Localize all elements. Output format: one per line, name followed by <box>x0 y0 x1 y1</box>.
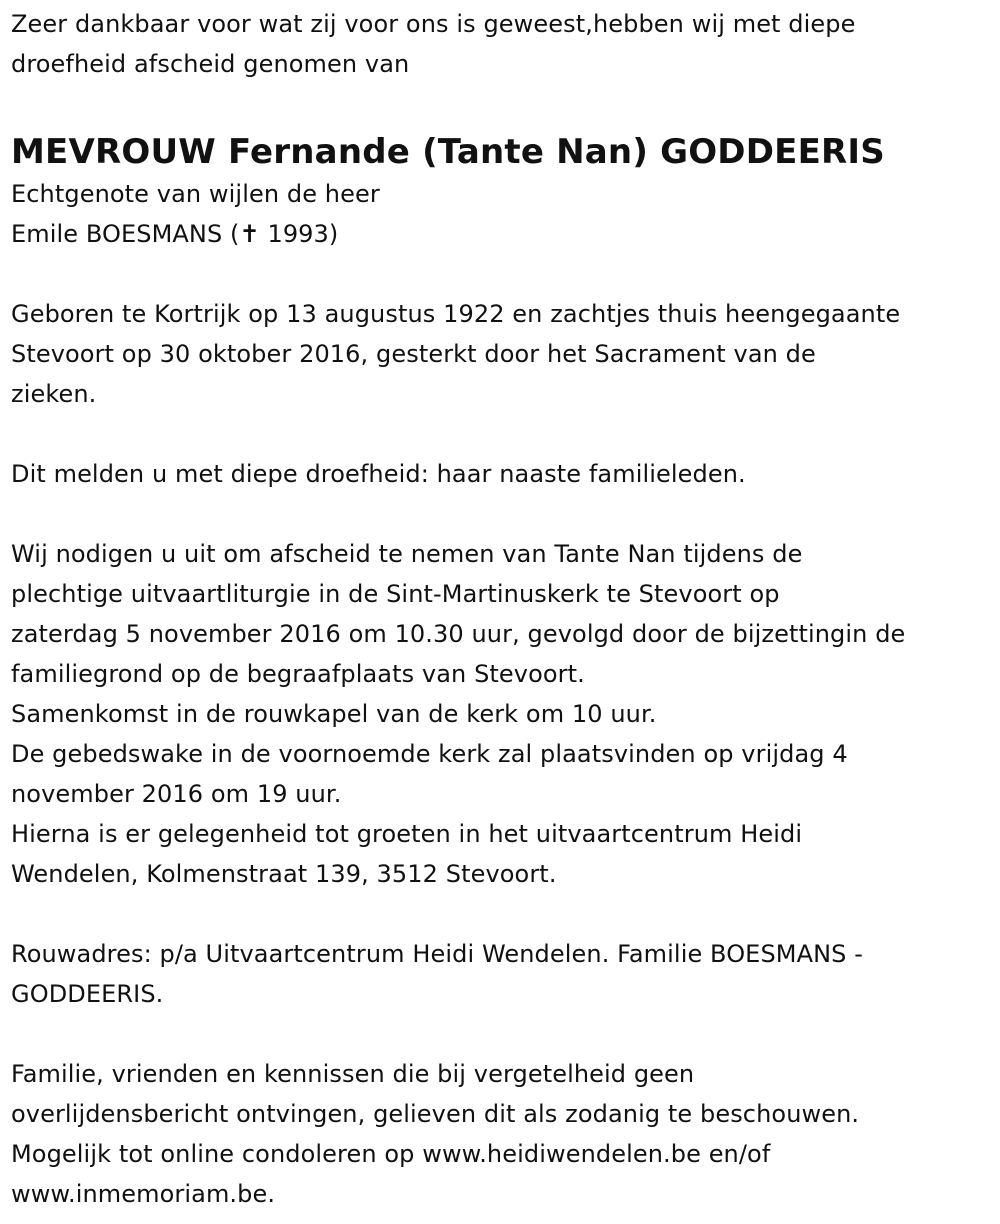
funeral-line: zaterdag 5 november 2016 om 10.30 uur, gevolgd door de bijzettingin de <box>11 620 906 648</box>
spouse-line: Emile BOESMANS (✝ 1993) <box>11 220 339 248</box>
spacer <box>11 84 990 136</box>
spacer <box>11 494 990 534</box>
intro-paragraph <box>11 4 990 84</box>
funeral-line: Samenkomst in de rouwkapel van de kerk om 10 uur. <box>11 700 657 728</box>
closing-paragraph <box>11 1054 990 1214</box>
funeral-line: november 2016 om 19 uur. <box>11 780 342 808</box>
birth-death-paragraph <box>11 294 990 414</box>
intro-line: droefheid afscheid genomen van <box>11 50 410 78</box>
address-line: GODDEERIS. <box>11 980 164 1008</box>
spacer <box>11 1014 990 1054</box>
deceased-block <box>11 130 990 254</box>
funeral-line: plechtige uitvaartliturgie in de Sint-Martinuskerk te Stevoort op <box>11 580 780 608</box>
spacer <box>11 254 990 294</box>
birth-death-line: Stevoort op 30 oktober 2016, gesterkt door het Sacrament van de <box>11 340 816 368</box>
funeral-line: Wij nodigen u uit om afscheid te nemen van Tante Nan tijdens de <box>11 540 803 568</box>
address-paragraph <box>11 934 990 1014</box>
spacer <box>11 414 990 454</box>
closing-line: www.inmemoriam.be. <box>11 1180 276 1208</box>
birth-death-line: Geboren te Kortrijk op 13 augustus 1922 en zachtjes thuis heengegaante <box>11 300 901 328</box>
spacer <box>11 894 990 934</box>
funeral-line: De gebedswake in de voornoemde kerk zal plaatsvinden op vrijdag 4 <box>11 740 848 768</box>
closing-line: overlijdensbericht ontvingen, gelieven dit als zodanig te beschouwen. <box>11 1100 860 1128</box>
funeral-paragraph <box>11 534 990 894</box>
announcement-line: Dit melden u met diepe droefheid: haar naaste familieleden. <box>11 460 746 488</box>
closing-line: Mogelijk tot online condoleren op www.heidiwendelen.be en/of <box>11 1140 771 1168</box>
funeral-line: familiegrond op de begraafplaats van Stevoort. <box>11 660 585 688</box>
spouse-line: Echtgenote van wijlen de heer <box>11 180 380 208</box>
intro-line: Zeer dankbaar voor wat zij voor ons is geweest,hebben wij met diepe <box>11 10 856 38</box>
announcement-paragraph <box>11 454 990 494</box>
deceased-name: MEVROUW Fernande (Tante Nan) GODDEERIS <box>11 132 885 172</box>
birth-death-line: zieken. <box>11 380 97 408</box>
funeral-line: Hierna is er gelegenheid tot groeten in het uitvaartcentrum Heidi <box>11 820 803 848</box>
closing-line: Familie, vrienden en kennissen die bij vergetelheid geen <box>11 1060 695 1088</box>
funeral-line: Wendelen, Kolmenstraat 139, 3512 Stevoort. <box>11 860 557 888</box>
address-line: Rouwadres: p/a Uitvaartcentrum Heidi Wendelen. Familie BOESMANS - <box>11 940 863 968</box>
